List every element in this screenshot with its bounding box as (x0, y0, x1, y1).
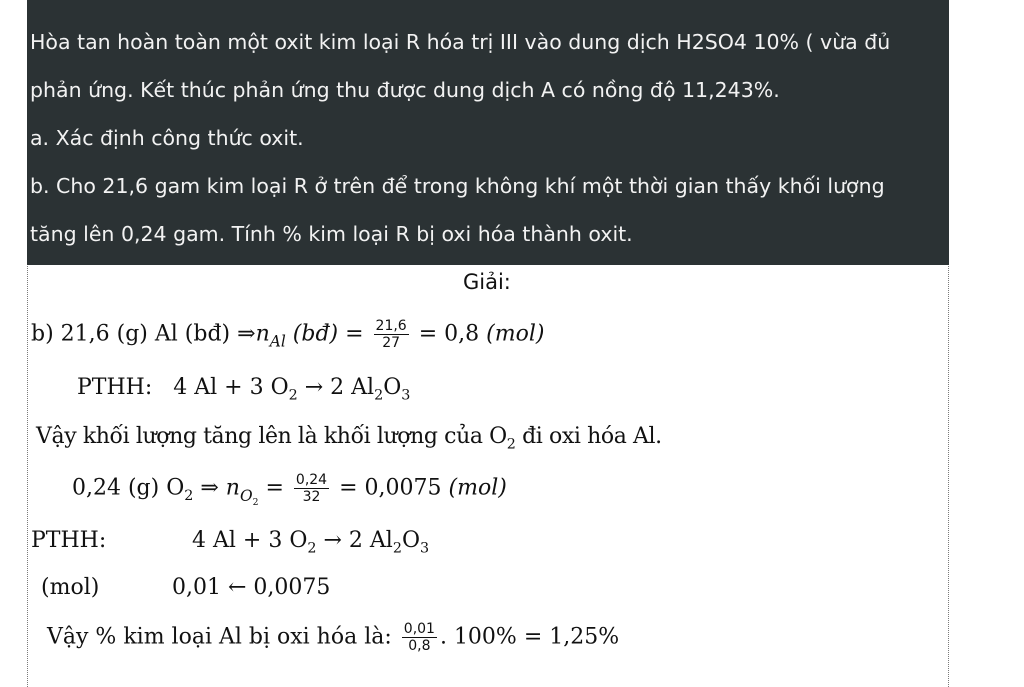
pthh1-c-sub: 3 (401, 387, 411, 404)
problem-line-5: tăng lên 0,24 gam. Tính % kim loại R bị oxi hóa thành oxit. (30, 222, 633, 246)
step1-n: n (255, 321, 270, 347)
conclusion-den: 0,8 (408, 638, 431, 655)
pthh1-b: → 2 Al (297, 375, 375, 400)
conclusion-line (47, 621, 619, 654)
step2-unit: (mol) (448, 475, 507, 501)
note-text: Vậy khối lượng tăng lên là khối lượng của O (36, 424, 507, 449)
step2-den: 32 (302, 489, 321, 506)
conclusion-text: Vậy % kim loại Al bị oxi hóa là: (47, 624, 392, 650)
step2-n: n (225, 475, 240, 501)
step1-line (31, 318, 544, 351)
mol-label: (mol) (41, 575, 100, 600)
pthh2-a: 4 Al + 3 O (192, 528, 308, 553)
note-tail: đi oxi hóa Al. (515, 424, 662, 449)
pthh2-equation (192, 528, 429, 556)
step2-fraction (294, 472, 329, 505)
pthh2-c-sub: 3 (419, 540, 430, 557)
pthh2-b: → 2 Al (316, 528, 393, 553)
pthh2-c: O (401, 528, 420, 553)
step1-num: 21,6 (375, 318, 407, 334)
conclusion-tail: . 100% = 1,25% (439, 624, 620, 650)
conclusion-fraction (402, 621, 437, 654)
step2-prefix: 0,24 (g) O (72, 475, 185, 501)
step1-n-sub: Al (269, 332, 286, 351)
solution-heading: Giải: (463, 270, 511, 294)
pthh1-a: 4 Al + 3 O (173, 375, 289, 400)
pthh1-b-sub: 2 (374, 387, 384, 404)
pthh2-a-sub: 2 (307, 540, 317, 557)
problem-line-2: phản ứng. Kết thúc phản ứng thu được dung dịch A có nồng độ 11,243%. (30, 78, 780, 102)
step2-line (72, 472, 507, 508)
pthh1-label: PTHH: (77, 375, 153, 400)
step2-n-sub-digit: 2 (252, 496, 259, 508)
note-sub: 2 (506, 436, 516, 453)
step1-prefix: b) 21,6 (g) Al (bđ) ⇒ (31, 321, 256, 347)
problem-line-4: b. Cho 21,6 gam kim loại R ở trên để trong không khí một thời gian thấy khối lượng (30, 174, 885, 198)
step2-eq1: = (258, 475, 284, 501)
step1-mid: (bđ) = (292, 321, 364, 347)
pthh1-line (77, 375, 410, 403)
step1-unit: (mol) (486, 321, 545, 347)
problem-line-3: a. Xác định công thức oxit. (30, 126, 304, 150)
problem-block (27, 0, 949, 265)
pthh1-a-sub: 2 (288, 387, 298, 404)
step2-n-sub-letter: O (239, 486, 253, 505)
pthh2-label: PTHH: (31, 528, 107, 553)
step1-fraction (374, 318, 409, 351)
note-line (36, 424, 662, 452)
step2-n-sub (239, 486, 259, 508)
mol-values: 0,01 ← 0,0075 (172, 575, 331, 600)
step1-den: 27 (382, 335, 401, 352)
step2-num: 0,24 (295, 472, 328, 488)
step2-eq2: = 0,0075 (339, 475, 442, 501)
step2-prefix-sub: 2 (184, 487, 194, 504)
pthh2-b-sub: 2 (392, 540, 402, 557)
step2-arrow: ⇒ (193, 475, 226, 501)
conclusion-num: 0,01 (403, 621, 435, 637)
pthh1-c: O (383, 375, 402, 400)
problem-line-1: Hòa tan hoàn toàn một oxit kim loại R hóa trị III vào dung dịch H2SO4 10% ( vừa đủ (30, 30, 891, 54)
step1-eq: = 0,8 (418, 321, 480, 347)
